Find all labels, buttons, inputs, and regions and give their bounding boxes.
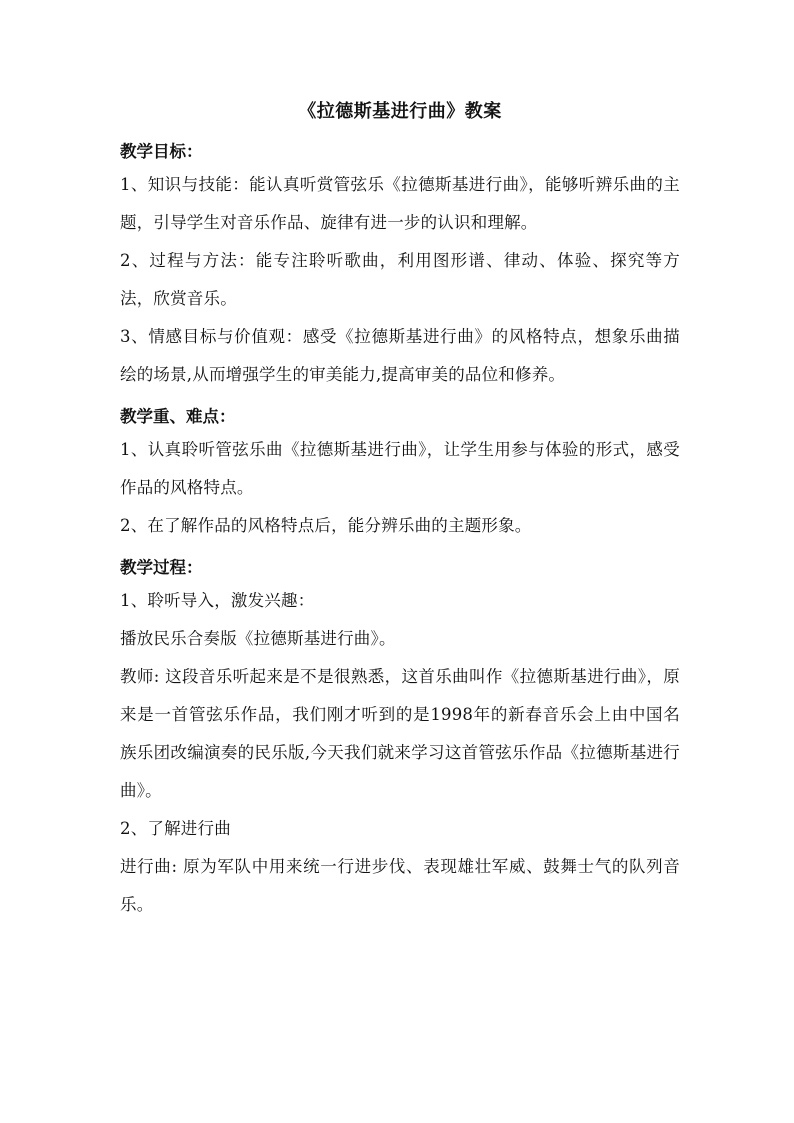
process-step-1: 1、聆听导入，激发兴趣：: [120, 591, 315, 610]
document-title: 《拉德斯基进行曲》教案: [298, 101, 502, 122]
goal-item-2: 2、过程与方法：能专注聆听歌曲，利用图形谱、律动、体验、探究等方法，欣赏音乐。: [120, 251, 680, 308]
process-paragraph-teacher: 教师: 这段音乐听起来是不是很熟悉，这首乐曲叫作《拉德斯基进行曲》，原来是一首管弦乐作品，我们刚才听到的是1998年的新春音乐会上由中国名族乐团改编演奏的民乐版,今天我们就来学习这首管弦乐作品《拉德斯基进行曲》。: [120, 667, 680, 800]
process-step-2: 2、了解进行曲: [120, 819, 231, 838]
goal-item-1: 1、知识与技能：能认真听赏管弦乐《拉德斯基进行曲》，能够听辨乐曲的主题，引导学生对音乐作品、旋律有进一步的认识和理解。: [120, 175, 680, 232]
key-point-item-1: 1、认真聆听管弦乐曲《拉德斯基进行曲》，让学生用参与体验的形式，感受作品的风格特点。: [120, 440, 680, 497]
process-paragraph-play: 播放民乐合奏版《拉德斯基进行曲》。: [120, 629, 396, 648]
goal-item-3: 3、情感目标与价值观：感受《拉德斯基进行曲》的风格特点，想象乐曲描绘的场景,从而增强学生的审美能力,提高审美的品位和修养。: [120, 327, 680, 384]
section-heading-goals: 教学目标：: [120, 142, 203, 161]
section-heading-process: 教学过程：: [120, 558, 203, 577]
section-heading-key-points: 教学重、难点：: [120, 407, 236, 426]
process-paragraph-march: 进行曲: 原为军队中用来统一行进步伐、表现雄壮军威、鼓舞士气的队列音乐。: [120, 857, 680, 914]
document-page: [120, 98, 680, 924]
key-point-item-2: 2、在了解作品的风格特点后，能分辨乐曲的主题形象。: [120, 516, 532, 535]
